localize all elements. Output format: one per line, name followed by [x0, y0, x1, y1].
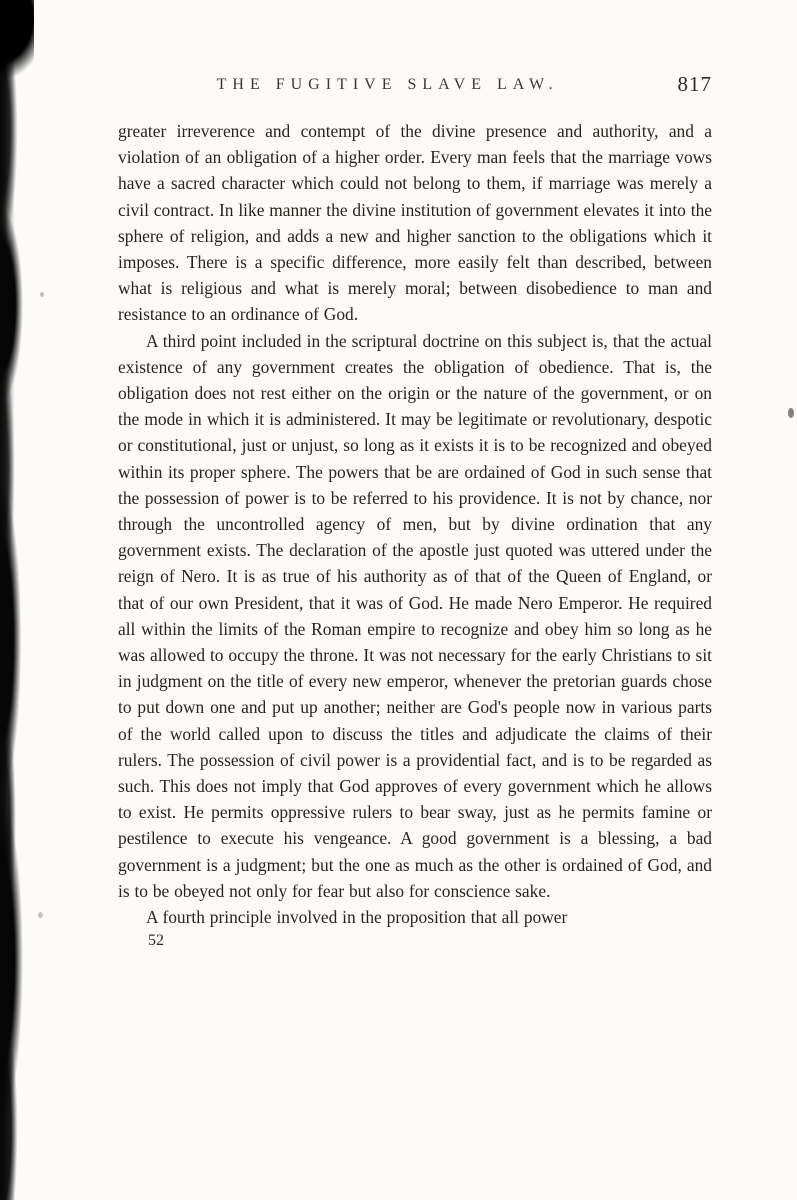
scan-speck	[38, 912, 43, 918]
signature-number: 52	[148, 932, 164, 950]
page-body	[118, 118, 712, 930]
scan-binding-shadow	[0, 0, 34, 1200]
scan-speck	[788, 408, 794, 418]
scan-speck	[40, 292, 44, 297]
page-header	[118, 72, 712, 102]
paragraph-third-point: A third point included in the scriptural doctrine on this subject is, that the actual existence of any government creates the obligation of obedience. That is, the obligation does not rest either on the origin or the nature of the government, or on the mode in which it is administered. It may be legitimate or revolutionary, despotic or constitutional, just or unjust, so long as it exists it is to be recognized and obeyed within its proper sphere. The powers that be are ordained of God in such sense that the possession of power is to be referred to his providence. It is not by chance, nor through the uncontrolled agency of men, but by divine ordination that any government exists. The declaration of the apostle just quoted was uttered under the reign of Nero. It is as true of his authority as of that of the Queen of England, or that of our own President, that it was of God. He made Nero Emperor. He required all within the limits of the Roman empire to recognize and obey him so long as he was allowed to occupy the throne. It was not necessary for the early Christians to sit in judgment on the title of every new emperor, whenever the pretorian guards chose to put down one and put up another; neither are God's people now in various parts of the world called upon to discuss the titles and adjudicate the claims of their rulers. The possession of civil power is a providential fact, and is to be regarded as such. This does not imply that God approves of every government which he allows to exist. He permits oppressive rulers to bear sway, just as he permits famine or pestilence to execute his vengeance. A good government is a blessing, a bad government is a judgment; but the one as much as the other is ordained of God, and is to be obeyed not only for fear but also for conscience sake.	[118, 330, 712, 901]
page-footer	[118, 932, 712, 950]
page-content	[118, 72, 712, 950]
paragraph-fourth-principle: A fourth principle involved in the proposition that all power	[146, 907, 568, 928]
page-number: 817	[677, 72, 712, 96]
running-title: THE FUGITIVE SLAVE LAW.	[216, 76, 559, 93]
paragraph-continuation: greater irreverence and contempt of the divine presence and authority, and a violation of an obligation of a higher order. Every man feels that the marriage vows have a sacred character which could not belong to them, if marriage was merely a civil contract. In like manner the divine institution of government elevates it into the sphere of religion, and adds a new and higher sanction to the obligations which it imposes. There is a specific difference, more easily felt than described, between what is religious and what is merely moral; between disobedience to man and resistance to an ordinance of God.	[118, 121, 712, 325]
